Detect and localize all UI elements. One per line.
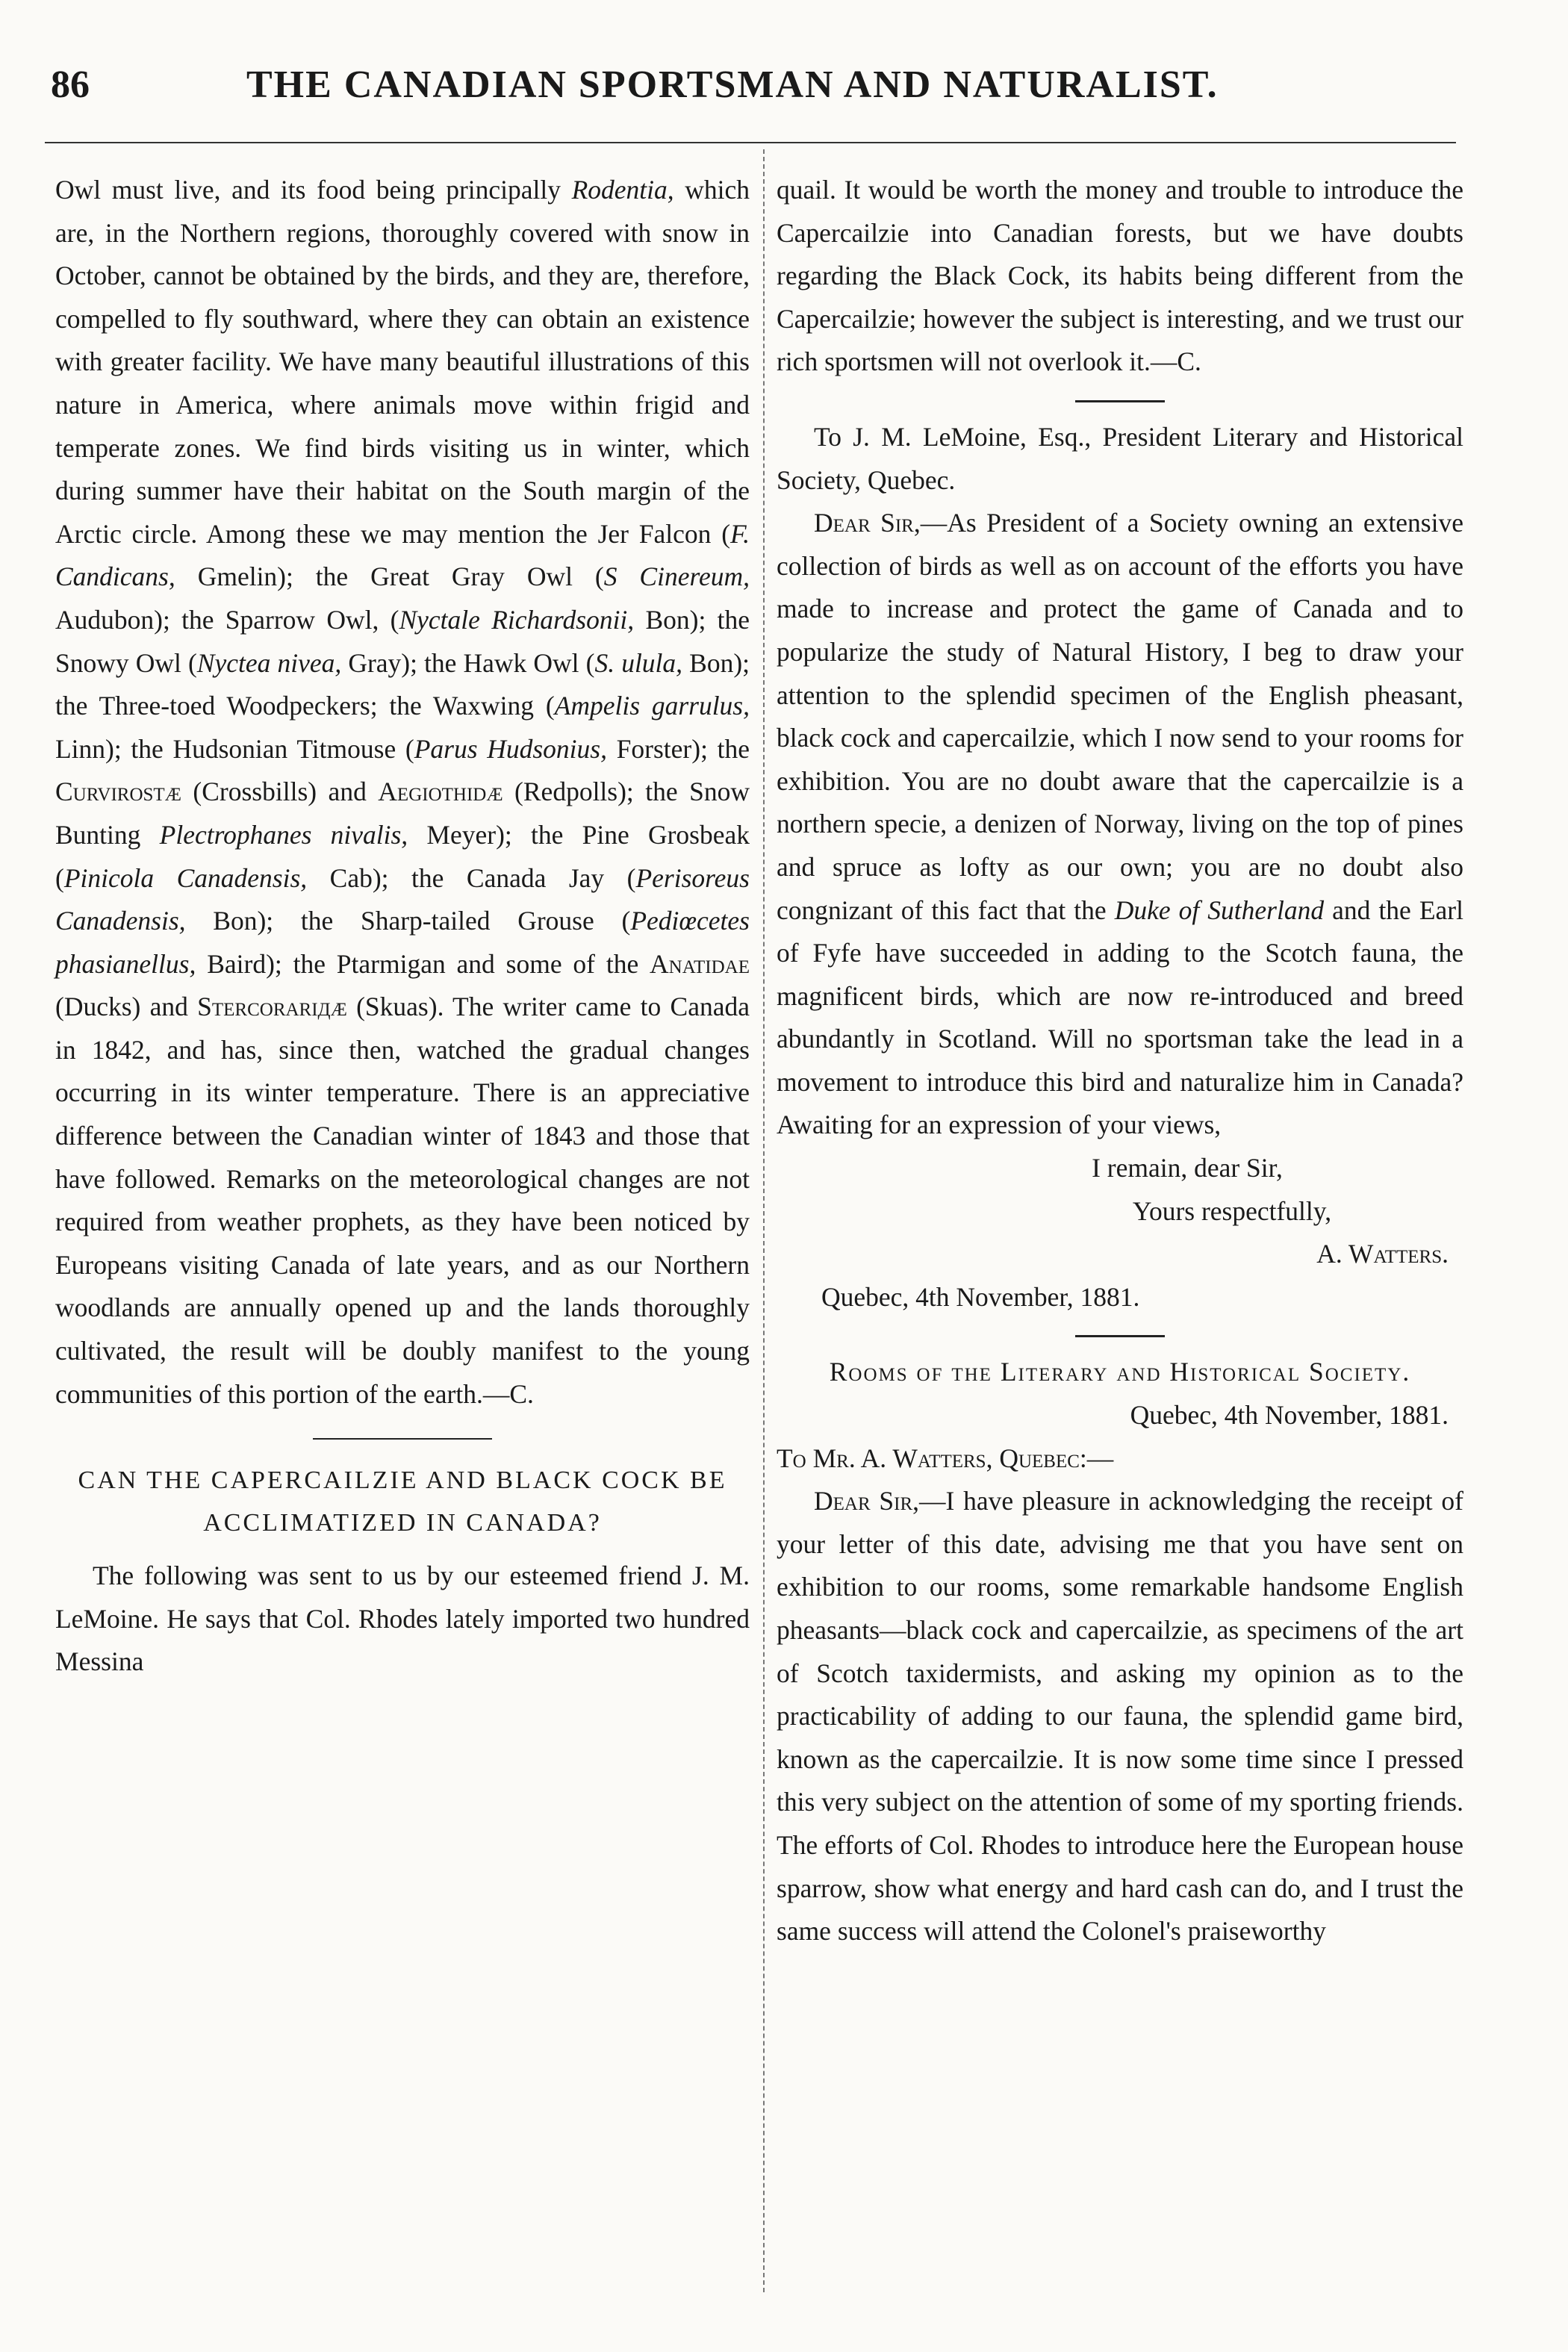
letter-closing: Yours respectfully, [1132,1195,1332,1226]
owl-migration-paragraph: Owl must live, and its food being principally Rodentia, which are, in the Northern regions, thoroughly covered with snow in October, cannot be obtained by the birds, and they are, therefore, compelled to fly southward, where they can obtain an existence with greater facility. We have many beautiful illustrations of this nature in America, where animals move within frigid and temperate zones. We find birds visiting us in winter, which during summer have their habitat on the South margin of the Arctic circle. Among these we may mention the Jer Falcon (F. Candicans, Gmelin); the Great Gray Owl (S Cinereum, Audubon); the Sparrow Owl, (Nyctale Richardsonii, Bon); the Snowy Owl (Nyctea nivea, Gray); the Hawk Owl (S. ulula, Bon); the Three-toed Woodpeckers; the Waxwing (Ampelis garrulus, Linn); the Hudsonian Titmouse (Parus Hudsonius, Forster); the Curvirostæ (Crossbills) and Aegiothidæ (Redpolls); the Snow Bunting Plectrophanes nivalis, Meyer); the Pine Grosbeak (Pinicola Canadensis, Cab); the Canada Jay (Perisoreus Canadensis, Bon); the Sharp-tailed Grouse (Pediœcetes phasianellus, Baird); the Ptarmigan and some of the Anatidae (Ducks) and Stercorariдæ (Skuas). The writer came to Canada in 1842, and has, since then, watched the gradual changes occurring in its winter temperature. There is an appreciative difference between the Canadian winter of 1843 and those that have followed. Remarks on the meteorological changes are not required from weather prophets, as they have been noticed by Europeans visiting Canada of late years, and as our Northern woodlands are annually opened up and the lands thoroughly cultivated, the result will be doubly manifest to the young communities of this portion of the earth.—C. [55,175,750,1409]
letter-place-date: Quebec, 4th November, 1881. [821,1281,1140,1312]
left-column [55,169,750,1684]
section-rule [1075,400,1165,402]
letter-signature: A. Watters. [1316,1239,1449,1269]
intro-paragraph: The following was sent to us by our esteemed friend J. M. LeMoine. He says that Col. Rhodes lately imported two hundred Messina [55,1561,750,1677]
page-number: 86 [51,63,90,106]
letter-salutation: Dear Sir, [814,508,921,538]
reply-heading: Rooms of the Literary and Historical Society. [829,1357,1411,1387]
article-heading: CAN THE CAPERCAILZIE AND BLACK COCK BE ACCLIMATIZED IN CANADA? [78,1466,727,1537]
editor-note-paragraph: quail. It would be worth the money and trouble to introduce the Capercailzie into Canadian forests, but we have doubts regarding the Black Cock, its habits being different from the Capercailzie; however the subject is interesting, and we trust our rich sportsmen will not overlook it.—C. [777,175,1463,377]
letter-body: Dear Sir,—As President of a Society owning an extensive collection of birds as well as on account of the efforts you have made to increase and protect the game of Canada and to popularize the study of Natural History, I beg to draw your attention to the splendid specimen of the English pheasant, black cock and capercailzie, which I now send to your rooms for exhibition. You are no doubt aware that the capercailzie is a northern specie, a denizen of Norway, living on the top of pines and spruce as lofty as our own; you are no doubt also congnizant of this fact that the Duke of Sutherland and the Earl of Fyfe have succeeded in adding to the Scotch fauna, the magnificent birds, which are now re-introduced and breed abundantly in Scotland. Will no sportsman take the lead in a movement to introduce this bird and naturalize him in Canada? Awaiting for an expression of your views, [777,508,1463,1140]
reply-address: To Mr. A. Watters, Quebec:— [777,1443,1114,1473]
letter-closing: I remain, dear Sir, [1092,1153,1283,1183]
reply-date: Quebec, 4th November, 1881. [1130,1400,1449,1431]
right-column [777,169,1463,1953]
running-title: THE CANADIAN SPORTSMAN AND NATURALIST. [246,63,1219,106]
section-rule [1075,1335,1165,1337]
reply-salutation: Dear Sir, [814,1486,920,1516]
section-rule [313,1438,492,1440]
column-divider [763,149,765,2292]
reply-body: Dear Sir,—I have pleasure in acknowledging the receipt of your letter of this date, advising me that you have sent on exhibition to our rooms, some remarkable handsome English pheasants—black cock and capercailzie, as specimens of the art of Scotch taxidermists, and asking my opinion as to the practicability of adding to our fauna, the splendid game bird, known as the capercailzie. It is now some time since I pressed this very subject on the attention of some of my sporting friends. The efforts of Col. Rhodes to introduce here the European house sparrow, show what energy and hard cash can do, and I trust the same success will attend the Colonel's praiseworthy [777,1486,1463,1947]
letter-address: To J. M. LeMoine, Esq., President Literary and Historical Society, Quebec. [777,421,1463,495]
page-header [45,63,1463,122]
header-rule [45,142,1456,143]
